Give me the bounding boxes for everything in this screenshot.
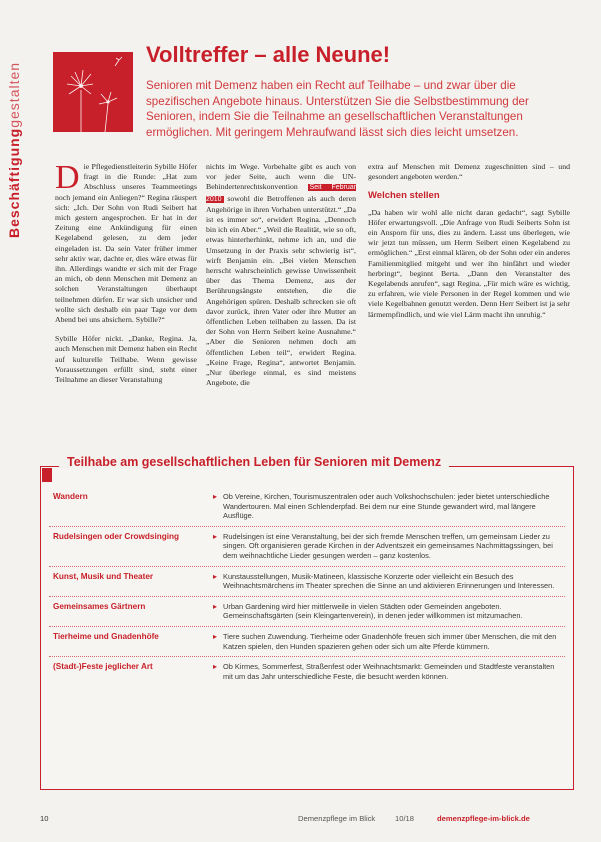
bullet-icon: ▸: [213, 492, 218, 501]
article-column-1: [55, 159, 197, 394]
issue-number: 10/18: [395, 814, 415, 823]
row-label: Tierheime und Gnadenhöfe: [53, 631, 159, 641]
website-link[interactable]: demenzpflege-im-blick.de: [437, 814, 530, 823]
article-lead: Senioren mit Demenz haben ein Recht auf Teilhabe – und zwar über die spezifischen Angebote hinaus. Unterstützen Sie die Selbstbestimmung der Senioren, indem Sie die Teilnahme an gesellschaftlichen Veranstaltungen ermöglichen. Mit geringem Mehraufwand lässt sich dies leicht umsetzen.: [146, 79, 529, 139]
section-tag: [6, 62, 22, 238]
publication-name: Demenzpflege im Blick: [298, 814, 376, 823]
page-number: 10: [40, 814, 49, 823]
row-label: Wandern: [53, 492, 88, 501]
page-footer: [0, 812, 601, 830]
bullet-icon: ▸: [213, 601, 218, 611]
info-table-title: Teilhabe am gesellschaftlichen Leben für Senioren mit Demenz: [59, 455, 449, 469]
row-label: Gemeinsames Gärtnern: [53, 601, 146, 611]
paragraph: sowohl die Betroffenen als auch deren Angehörige in ihren Vorhaben unterstützt.“ „Da ist es immer so“, erwidert Regina. „Dennoch bin ich ein Aber.“ „Weil die Realität, wie so oft, etwas hinterherhinkt, nehme ich an, und die Umsetzung in der Praxis sehr schwierig ist“, wirft Benjamin ein. „Bei vielen Menschen herrscht wahrscheinlich gewisse Unwissenheit über das Thema Demenz, aus der Berührungsängste entstehen, die die Angehörigen spüren. Deshalb schrecken sie oft davor zurück, ihren Vater oder ihre Mutter an öffentlichen Leben teilhaben zu lassen. Da ist der Sohn von Herrn Seibert keine Ausnahme.“ „Aber die Senioren nehmen doch am öffentlichen Leben teil“, erwidert Regina. „Keine Frage, Regina“, antwortet Benjamin. „Nur überlege einmal, es sind meistens Angebote, die: [206, 193, 356, 388]
section-tag-strong: Beschäftigung: [6, 127, 22, 238]
paragraph: extra auf Menschen mit Demenz zugeschnitten sind – und gesondert angeboten werden.“: [368, 162, 570, 182]
table-row: [49, 626, 565, 656]
row-label: (Stadt-)Feste jeglicher Art: [53, 662, 153, 672]
bullet-icon: ▸: [213, 531, 218, 541]
section-tag-light: gestalten: [6, 61, 22, 128]
row-text: Ob Kirmes, Sommerfest, Straßenfest oder Weihnachtsmarkt: Gemeinden und Stadtfeste veranstalten mit um das Jahr unterschiedliche Feste, die besucht werden können.: [223, 662, 555, 681]
bullet-icon: ▸: [213, 571, 218, 581]
row-text: Rudelsingen ist eine Veranstaltung, bei der sich fremde Menschen treffen, um gemeinsam Lieder zu singen. Oft organisieren gerade Kirchen in der Adventszeit ein gemeinsames Nachmittagssingen, bei dem weihnachtliche Lieder gesungen werden – ganz kostenlos.: [223, 531, 553, 560]
subheading: Welchen stellen: [368, 190, 440, 202]
row-text: Urban Gardening wird hier mittlerweile in vielen Städten oder Gemeinden angeboten. Gemeinschaftsgärten (sein Kleingartenverein), in denen jeder willkommen ist mitzumachen.: [223, 601, 523, 621]
row-label: Kunst, Musik und Theater: [53, 571, 154, 581]
table-row: [49, 566, 565, 596]
box-accent-bar: [42, 468, 52, 482]
table-row: [49, 656, 565, 686]
paragraph: ie Pflegedienstleiterin Sybille Höfer fragt in die Runde: „Hat zum Abschluss unseres Teammeetings noch jemand ein Anliegen?“ Regina räuspert sich: „Ich. Der Sohn von Rudi Seibert hat mich gestern angesprochen. Er hat in der Zeitung eine Ankündigung für einen Kegelabend gelesen, zu dem jeder eingeladen ist. Da sein Vater früher immer sehr aktiv war, dachte er, dies wäre etwas für ihn. Allerdings wandte er sich mit der Frage an mich, ob denn Menschen mit Demenz an solchen Veranstaltungen überhaupt teilnehmen dürfen. Er war sich unsicher und wollte sich deshalb ein paar Tage vor dem Abend bei uns absichern. Sybille?“: [55, 162, 197, 325]
info-table-rows: [49, 487, 565, 686]
row-label: Rudelsingen oder Crowdsinging: [53, 531, 179, 541]
article-column-2: [206, 162, 356, 397]
table-row: [49, 526, 565, 566]
paragraph: Sybille Höfer nickt. „Danke, Regina. Ja, auch Menschen mit Demenz haben ein Recht auf kulturelle Teilhabe. Wenn gewisse Voraussetzungen erfüllt sind, steht einer Teilnahme an dieser Veranstaltung: [55, 334, 197, 385]
dandelion-illustration: [53, 52, 133, 132]
row-text: Ob Vereine, Kirchen, Tourismuszentralen oder auch Volkshochschulen: jeder bietet unterschiedliche Wandertouren. Mal einen Schlenderpfad. Bei dem nur eine Stunde gewandert wird, mal längere Ausflüge.: [223, 492, 550, 521]
article-column-3: [368, 162, 570, 329]
article-title: Volltreffer – alle Neune!: [146, 42, 391, 67]
info-table-box: [40, 455, 574, 790]
table-row: [49, 487, 565, 526]
bullet-icon: ▸: [213, 631, 218, 641]
row-text: Tiere suchen Zuwendung. Tierheime oder Gnadenhöfe freuen sich immer über Menschen, die mit den Katzen spielen, den Hunden spazieren gehen oder sich um alte Pferde kümmern.: [223, 631, 557, 651]
bullet-icon: ▸: [213, 662, 218, 672]
row-text: Kunstausstellungen, Musik-Matineen, klassische Konzerte oder vielleicht ein Besuch des Weihnachtsmärchens im Theater sprechen die Sinne an und aktivieren Erinnerungen und Interessen.: [223, 571, 555, 591]
dropcap: D: [55, 159, 80, 196]
reference-badge: Seit Februar 2010: [206, 184, 356, 203]
paragraph: nichts im Wege. Vorbehalte gibt es auch von vor jeder Seite, auch wenn die UN-Behindertenrechtskonvention: [206, 162, 356, 192]
paragraph: „Da haben wir wohl alle nicht daran gedacht“, sagt Sybille Höfer erwartungsvoll. „Die Anfrage von Rudi Seiberts Sohn ist ein Ansporn für uns, dies zu ändern. Lasst uns überlegen, wie wir jetzt tun müssen, um Herrn Seibert einen Kegelabend zu ermöglichen.“ „Erst einmal klären, ob der Sohn oder ein anderes Familienmitglied mitgeht und wer ihn hinfährt und wieder herbringt“, beginnt Berta. „Dann den Veranstalter des Kegelabends anrufen“, sagt Regina. „Für mich wäre es wichtig, zu erfahren, wie viele Personen in der Regel kommen und wie viele Kegelbahnen genutzt werden. Denn Herr Seibert ist ja sehr lärmempfindlich, und wie viel Lärm macht ihn unruhig.“: [368, 207, 570, 319]
table-row: [49, 596, 565, 626]
